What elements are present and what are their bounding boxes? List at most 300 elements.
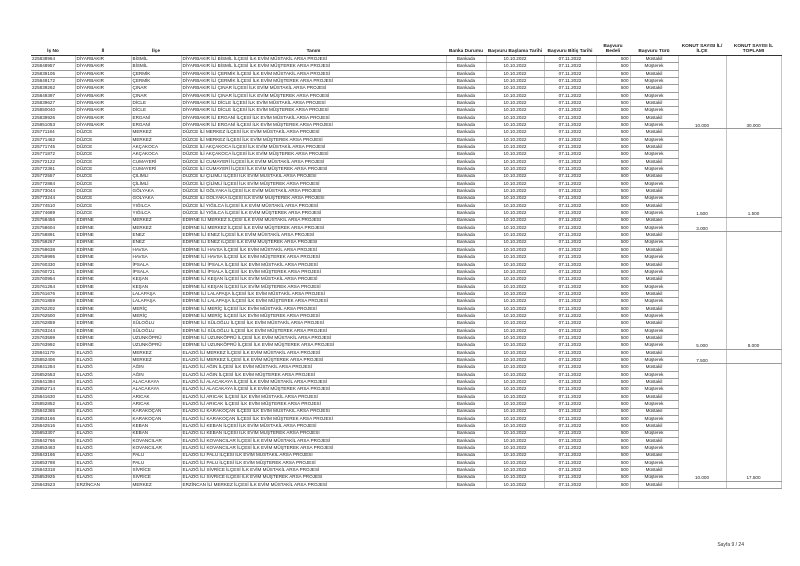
cell-basvuru-bedeli: 500 [596,232,630,239]
cell-tanim: DÜZCE İLİ MERKEZ İLÇESİ İLK EVİM MÜŞTEREK ARSA PROJESİ [181,136,446,143]
cell-basvuru-turu: Müşterek [630,342,678,349]
table-row [31,232,781,239]
konut-il-ilce-value [678,481,726,488]
table-row [31,158,781,165]
cell-is-no: 225762859 [31,320,75,327]
cell-basvuru-bedeli: 500 [596,202,630,209]
cell-basvuru-bedeli: 500 [596,291,630,298]
cell-is-no: 225843523 [31,481,75,488]
cell-il: ELAZIĞ [75,364,131,371]
cell-ilce: İPSALA [131,268,181,275]
cell-basvuru-bedeli: 500 [596,401,630,408]
cell-basvuru-turu: Müstakil [630,364,678,371]
cell-banka-durumu: Bankada [446,357,486,364]
cell-ilce: AĞIN [131,371,181,378]
cell-basvuru-baslama: 10.10.2022 [486,100,544,107]
cell-basvuru-baslama: 10.10.2022 [486,195,544,202]
cell-tanim: EDİRNE İLİ İPSALA İLÇESİ İLK EVİM MÜSTAKİL ARSA PROJESİ [181,261,446,268]
cell-tanim: EDİRNE İLİ KEŞAN İLÇESİ İLK EVİM MÜŞTEREK ARSA PROJESİ [181,283,446,290]
cell-banka-durumu: Bankada [446,379,486,386]
table-row [31,437,781,444]
konut-il-toplami-value [726,349,781,364]
cell-is-no: 225760954 [31,276,75,283]
cell-is-no: 225853463 [31,445,75,452]
cell-banka-durumu: Bankada [446,136,486,143]
cell-is-no: 225762500 [31,313,75,320]
cell-tanim: DÜZCE İLİ GÖLYAKA İLÇESİ İLK EVİM MÜSTAKİL ARSA PROJESİ [181,188,446,195]
cell-basvuru-bedeli: 500 [596,452,630,459]
cell-basvuru-bitis: 07.11.2022 [544,166,596,173]
cell-basvuru-baslama: 10.10.2022 [486,210,544,217]
cell-basvuru-bitis: 07.11.2022 [544,129,596,136]
cell-banka-durumu: Bankada [446,386,486,393]
cell-banka-durumu: Bankada [446,92,486,99]
cell-basvuru-bitis: 07.11.2022 [544,335,596,342]
cell-tanim: ELAZIĞ İLİ MERKEZ İLÇESİ İLK EVİM MÜSTAKİL ARSA PROJESİ [181,349,446,356]
konut-il-ilce-value: 10.000 [678,56,726,129]
cell-basvuru-bedeli: 500 [596,298,630,305]
cell-is-no: 225852714 [31,386,75,393]
cell-is-no: 225761676 [31,291,75,298]
cell-basvuru-turu: Müşterek [630,401,678,408]
cell-il: ELAZIĞ [75,357,131,364]
cell-basvuru-bitis: 07.11.2022 [544,430,596,437]
cell-basvuru-baslama: 10.10.2022 [486,379,544,386]
cell-ilce: UZUNKÖPRÜ [131,342,181,349]
cell-il: ELAZIĞ [75,408,131,415]
cell-is-no: 225772557 [31,173,75,180]
cell-ilce: ÇERMİK [131,78,181,85]
cell-tanim: DÜZCE İLİ YIĞILCA İLÇESİ İLK EVİM MÜŞTEREK ARSA PROJESİ [181,210,446,217]
cell-banka-durumu: Bankada [446,129,486,136]
cell-basvuru-bedeli: 500 [596,114,630,121]
cell-tanim: EDİRNE İLİ SÜLOĞLU İLÇESİ İLK EVİM MÜSTAKİL ARSA PROJESİ [181,320,446,327]
cell-banka-durumu: Bankada [446,188,486,195]
table-row [31,298,781,305]
cell-basvuru-baslama: 10.10.2022 [486,232,544,239]
cell-banka-durumu: Bankada [446,224,486,231]
table-row [31,283,781,290]
cell-banka-durumu: Bankada [446,430,486,437]
cell-basvuru-baslama: 10.10.2022 [486,114,544,121]
cell-tanim: EDİRNE İLİ HAVSA İLÇESİ İLK EVİM MÜSTAKİL ARSA PROJESİ [181,246,446,253]
cell-ilce: YIĞILCA [131,202,181,209]
cell-basvuru-turu: Müstakil [630,85,678,92]
cell-tanim: ELAZIĞ İLİ SİVRİCE İLÇESİ İLK EVİM MÜSTAKİL ARSA PROJESİ [181,467,446,474]
cell-basvuru-bitis: 07.11.2022 [544,136,596,143]
cell-is-no: 225842365 [31,408,75,415]
cell-il: EDİRNE [75,224,131,231]
cell-tanim: ERZİNCAN İLİ MERKEZ İLÇESİ İLK EVİM MÜSTAKİL ARSA PROJESİ [181,481,446,488]
cell-ilce: KARAKOÇAN [131,415,181,422]
cell-is-no: 225758891 [31,232,75,239]
cell-il: DİYARBAKIR [75,63,131,70]
cell-tanim: EDİRNE İLİ MERKEZ İLÇESİ İLK EVİM MÜŞTEREK ARSA PROJESİ [181,224,446,231]
cell-ilce: AKÇAKOCA [131,151,181,158]
cell-ilce: SÜLOĞLU [131,327,181,334]
cell-il: ELAZIĞ [75,467,131,474]
cell-banka-durumu: Bankada [446,85,486,92]
header-basvuru-bedeli: Başvuru Bedeli [596,28,630,56]
cell-basvuru-turu: Müşterek [630,268,678,275]
cell-basvuru-baslama: 10.10.2022 [486,364,544,371]
cell-tanim: DİYARBAKIR İLİ ÇINAR İLÇESİ İLK EVİM MÜSTAKİL ARSA PROJESİ [181,85,446,92]
cell-is-no: 225772122 [31,158,75,165]
cell-basvuru-turu: Müşterek [630,386,678,393]
cell-basvuru-bitis: 07.11.2022 [544,100,596,107]
konut-il-ilce-value: 10.000 [678,364,726,482]
cell-is-no: 225839105 [31,70,75,77]
cell-basvuru-baslama: 10.10.2022 [486,459,544,466]
table-row [31,320,781,327]
table-row [31,276,781,283]
cell-is-no: 225760330 [31,261,75,268]
cell-basvuru-bedeli: 500 [596,122,630,129]
cell-basvuru-baslama: 10.10.2022 [486,474,544,481]
cell-basvuru-turu: Müşterek [630,78,678,85]
cell-basvuru-turu: Müşterek [630,474,678,481]
table-row [31,129,781,136]
cell-basvuru-bitis: 07.11.2022 [544,85,596,92]
cell-ilce: KOVANCILAR [131,445,181,452]
cell-banka-durumu: Bankada [446,63,486,70]
cell-basvuru-bitis: 07.11.2022 [544,92,596,99]
cell-tanim: DİYARBAKIR İLİ DİCLE İLÇESİ İLK EVİM MÜŞTEREK ARSA PROJESİ [181,107,446,114]
cell-basvuru-baslama: 10.10.2022 [486,173,544,180]
cell-basvuru-baslama: 10.10.2022 [486,313,544,320]
cell-il: EDİRNE [75,217,131,224]
cell-basvuru-baslama: 10.10.2022 [486,78,544,85]
cell-basvuru-bitis: 07.11.2022 [544,144,596,151]
cell-basvuru-turu: Müşterek [630,92,678,99]
cell-ilce: BİSMİL [131,63,181,70]
cell-il: ELAZIĞ [75,379,131,386]
cell-basvuru-bitis: 07.11.2022 [544,188,596,195]
cell-basvuru-baslama: 10.10.2022 [486,246,544,253]
cell-basvuru-baslama: 10.10.2022 [486,122,544,129]
cell-il: EDİRNE [75,327,131,334]
cell-banka-durumu: Bankada [446,401,486,408]
cell-banka-durumu: Bankada [446,445,486,452]
table-row [31,327,781,334]
cell-basvuru-bitis: 07.11.2022 [544,56,596,63]
cell-banka-durumu: Bankada [446,342,486,349]
cell-banka-durumu: Bankada [446,474,486,481]
cell-basvuru-turu: Müstakil [630,217,678,224]
cell-basvuru-bitis: 07.11.2022 [544,474,596,481]
cell-tanim: DİYARBAKIR İLİ ÇINAR İLÇESİ İLK EVİM MÜŞTEREK ARSA PROJESİ [181,92,446,99]
cell-ilce: KEBAN [131,430,181,437]
cell-is-no: 225760721 [31,268,75,275]
cell-basvuru-bedeli: 500 [596,379,630,386]
cell-ilce: SİVRİCE [131,467,181,474]
cell-il: DÜZCE [75,173,131,180]
cell-tanim: EDİRNE İLİ MERİÇ İLÇESİ İLK EVİM MÜSTAKİL ARSA PROJESİ [181,305,446,312]
cell-banka-durumu: Bankada [446,210,486,217]
konut-il-toplami-value [726,217,781,232]
cell-basvuru-turu: Müstakil [630,246,678,253]
cell-ilce: ÇINAR [131,85,181,92]
table-row [31,100,781,107]
cell-basvuru-bedeli: 500 [596,107,630,114]
cell-ilce: İPSALA [131,261,181,268]
cell-ilce: MERKEZ [131,357,181,364]
cell-tanim: DİYARBAKIR İLİ ERGANİ İLÇESİ İLK EVİM MÜSTAKİL ARSA PROJESİ [181,114,446,121]
cell-basvuru-bedeli: 500 [596,100,630,107]
konut-il-toplami-value [726,481,781,488]
cell-basvuru-bitis: 07.11.2022 [544,239,596,246]
cell-banka-durumu: Bankada [446,327,486,334]
cell-tanim: EDİRNE İLİ MERİÇ İLÇESİ İLK EVİM MÜŞTEREK ARSA PROJESİ [181,313,446,320]
cell-is-no: 225839262 [31,85,75,92]
cell-banka-durumu: Bankada [446,232,486,239]
cell-basvuru-bitis: 07.11.2022 [544,291,596,298]
cell-basvuru-turu: Müşterek [630,180,678,187]
cell-tanim: DÜZCE İLİ CUMAYERİ İLÇESİ İLK EVİM MÜŞTEREK ARSA PROJESİ [181,166,446,173]
table-row [31,459,781,466]
table-row [31,415,781,422]
cell-basvuru-bitis: 07.11.2022 [544,408,596,415]
cell-basvuru-baslama: 10.10.2022 [486,423,544,430]
cell-banka-durumu: Bankada [446,166,486,173]
header-konut-toplam: KONUT SAYISI İL TOPLAMI [726,28,781,56]
cell-banka-durumu: Bankada [446,56,486,63]
table-row [31,63,781,70]
cell-il: EDİRNE [75,261,131,268]
cell-is-no: 225763244 [31,327,75,334]
cell-banka-durumu: Bankada [446,180,486,187]
cell-banka-durumu: Bankada [446,261,486,268]
cell-basvuru-bedeli: 500 [596,268,630,275]
cell-banka-durumu: Bankada [446,100,486,107]
cell-basvuru-bedeli: 500 [596,481,630,488]
cell-basvuru-baslama: 10.10.2022 [486,63,544,70]
table-row [31,78,781,85]
cell-basvuru-turu: Müstakil [630,379,678,386]
cell-basvuru-bitis: 07.11.2022 [544,78,596,85]
cell-ilce: KOVANCILAR [131,437,181,444]
cell-il: ELAZIĞ [75,445,131,452]
cell-tanim: DÜZCE İLİ MERKEZ İLÇESİ İLK EVİM MÜSTAKİL ARSA PROJESİ [181,129,446,136]
cell-basvuru-baslama: 10.10.2022 [486,158,544,165]
konut-il-toplami-value: 17.500 [726,364,781,482]
cell-basvuru-bitis: 07.11.2022 [544,232,596,239]
cell-basvuru-bitis: 07.11.2022 [544,246,596,253]
cell-banka-durumu: Bankada [446,291,486,298]
table-row [31,210,781,217]
cell-tanim: EDİRNE İLİ ENEZ İLÇESİ İLK EVİM MÜŞTEREK ARSA PROJESİ [181,239,446,246]
cell-banka-durumu: Bankada [446,151,486,158]
cell-basvuru-bedeli: 500 [596,239,630,246]
table-row [31,85,781,92]
cell-ilce: SİVRİCE [131,474,181,481]
cell-basvuru-baslama: 10.10.2022 [486,136,544,143]
table-row [31,114,781,121]
cell-basvuru-bitis: 07.11.2022 [544,283,596,290]
cell-is-no: 225838964 [31,56,75,63]
cell-tanim: DİYARBAKIR İLİ ÇERMİK İLÇESİ İLK EVİM MÜŞTEREK ARSA PROJESİ [181,78,446,85]
cell-basvuru-turu: Müstakil [630,158,678,165]
cell-ilce: YIĞILCA [131,210,181,217]
cell-basvuru-turu: Müşterek [630,459,678,466]
cell-basvuru-turu: Müstakil [630,232,678,239]
cell-is-no: 225852852 [31,401,75,408]
cell-il: DÜZCE [75,129,131,136]
cell-il: DİYARBAKIR [75,114,131,121]
cell-basvuru-turu: Müşterek [630,107,678,114]
cell-ilce: ALACAKAYA [131,379,181,386]
cell-basvuru-baslama: 10.10.2022 [486,320,544,327]
cell-tanim: DÜZCE İLİ ÇİLİMLİ İLÇESİ İLK EVİM MÜSTAKİL ARSA PROJESİ [181,173,446,180]
cell-il: EDİRNE [75,246,131,253]
table-row [31,452,781,459]
cell-basvuru-bedeli: 500 [596,467,630,474]
cell-il: DÜZCE [75,151,131,158]
cell-basvuru-baslama: 10.10.2022 [486,386,544,393]
cell-basvuru-bitis: 07.11.2022 [544,327,596,334]
cell-tanim: EDİRNE İLİ LALAPAŞA İLÇESİ İLK EVİM MÜŞTEREK ARSA PROJESİ [181,298,446,305]
cell-basvuru-bitis: 07.11.2022 [544,276,596,283]
table-row [31,386,781,393]
cell-il: DÜZCE [75,202,131,209]
cell-is-no: 225843166 [31,452,75,459]
cell-banka-durumu: Bankada [446,268,486,275]
cell-ilce: LALAPAŞA [131,298,181,305]
cell-is-no: 225758456 [31,217,75,224]
cell-basvuru-bedeli: 500 [596,445,630,452]
cell-il: EDİRNE [75,239,131,246]
cell-basvuru-bedeli: 500 [596,136,630,143]
table-row [31,313,781,320]
cell-il: EDİRNE [75,335,131,342]
cell-basvuru-bitis: 07.11.2022 [544,320,596,327]
table-row [31,173,781,180]
cell-basvuru-bedeli: 500 [596,224,630,231]
cell-basvuru-bitis: 07.11.2022 [544,393,596,400]
cell-ilce: GÖLYAKA [131,195,181,202]
cell-basvuru-turu: Müşterek [630,239,678,246]
cell-ilce: MERKEZ [131,224,181,231]
cell-tanim: DÜZCE İLİ ÇİLİMLİ İLÇESİ İLK EVİM MÜŞTEREK ARSA PROJESİ [181,180,446,187]
cell-basvuru-baslama: 10.10.2022 [486,335,544,342]
cell-basvuru-bedeli: 500 [596,166,630,173]
cell-banka-durumu: Bankada [446,202,486,209]
cell-banka-durumu: Bankada [446,408,486,415]
cell-basvuru-baslama: 10.10.2022 [486,415,544,422]
cell-tanim: EDİRNE İLİ ENEZ İLÇESİ İLK EVİM MÜSTAKİL ARSA PROJESİ [181,232,446,239]
cell-tanim: EDİRNE İLİ HAVSA İLÇESİ İLK EVİM MÜŞTEREK ARSA PROJESİ [181,254,446,261]
cell-tanim: EDİRNE İLİ SÜLOĞLU İLÇESİ İLK EVİM MÜŞTEREK ARSA PROJESİ [181,327,446,334]
cell-basvuru-bedeli: 500 [596,349,630,356]
cell-basvuru-turu: Müstakil [630,291,678,298]
cell-basvuru-turu: Müstakil [630,335,678,342]
table-row [31,467,781,474]
table-row [31,335,781,342]
cell-ilce: ÇİLİMLİ [131,173,181,180]
cell-ilce: MERKEZ [131,217,181,224]
cell-ilce: ENEZ [131,232,181,239]
cell-basvuru-turu: Müstakil [630,202,678,209]
cell-is-no: 225841179 [31,349,75,356]
cell-banka-durumu: Bankada [446,349,486,356]
table-row [31,349,781,356]
cell-il: ELAZIĞ [75,386,131,393]
cell-basvuru-turu: Müstakil [630,276,678,283]
cell-banka-durumu: Bankada [446,335,486,342]
cell-banka-durumu: Bankada [446,107,486,114]
cell-basvuru-bitis: 07.11.2022 [544,423,596,430]
cell-basvuru-baslama: 10.10.2022 [486,408,544,415]
cell-ilce: CUMAYERİ [131,166,181,173]
cell-banka-durumu: Bankada [446,298,486,305]
cell-basvuru-bitis: 07.11.2022 [544,364,596,371]
cell-basvuru-bitis: 07.11.2022 [544,349,596,356]
cell-basvuru-bedeli: 500 [596,158,630,165]
cell-tanim: DÜZCE İLİ YIĞILCA İLÇESİ İLK EVİM MÜSTAKİL ARSA PROJESİ [181,202,446,209]
cell-basvuru-turu: Müstakil [630,467,678,474]
cell-tanim: ELAZIĞ İLİ KOVANCILAR İLÇESİ İLK EVİM MÜŞTEREK ARSA PROJESİ [181,445,446,452]
cell-il: EDİRNE [75,254,131,261]
cell-basvuru-turu: Müstakil [630,144,678,151]
cell-banka-durumu: Bankada [446,459,486,466]
cell-basvuru-baslama: 10.10.2022 [486,393,544,400]
cell-basvuru-bedeli: 500 [596,78,630,85]
konut-il-toplami-value: 30.000 [726,56,781,129]
cell-basvuru-bitis: 07.11.2022 [544,481,596,488]
cell-tanim: ELAZIĞ İLİ PALU İLÇESİ İLK EVİM MÜSTAKİL ARSA PROJESİ [181,452,446,459]
cell-ilce: MERKEZ [131,349,181,356]
cell-basvuru-baslama: 10.10.2022 [486,357,544,364]
cell-basvuru-baslama: 10.10.2022 [486,481,544,488]
cell-basvuru-baslama: 10.10.2022 [486,291,544,298]
cell-basvuru-turu: Müstakil [630,305,678,312]
cell-tanim: ELAZIĞ İLİ AĞIN İLÇESİ İLK EVİM MÜŞTEREK ARSA PROJESİ [181,371,446,378]
cell-is-no: 225843318 [31,467,75,474]
cell-basvuru-turu: Müşterek [630,313,678,320]
cell-is-no: 225771745 [31,144,75,151]
cell-basvuru-bitis: 07.11.2022 [544,459,596,466]
cell-ilce: HAVSA [131,254,181,261]
cell-banka-durumu: Bankada [446,254,486,261]
cell-banka-durumu: Bankada [446,70,486,77]
cell-basvuru-turu: Müşterek [630,136,678,143]
table-header-row [31,28,781,56]
cell-ilce: ENEZ [131,239,181,246]
table-row [31,144,781,151]
cell-basvuru-baslama: 10.10.2022 [486,129,544,136]
cell-is-no: 225771184 [31,129,75,136]
cell-basvuru-baslama: 10.10.2022 [486,452,544,459]
cell-is-no: 225842516 [31,423,75,430]
cell-basvuru-bedeli: 500 [596,92,630,99]
cell-basvuru-bitis: 07.11.2022 [544,158,596,165]
cell-il: ELAZIĞ [75,401,131,408]
cell-tanim: ELAZIĞ İLİ ALACAKAYA İLÇESİ İLK EVİM MÜŞTEREK ARSA PROJESİ [181,386,446,393]
cell-banka-durumu: Bankada [446,195,486,202]
konut-il-ilce-value: 5.000 [678,232,726,350]
cell-is-no: 225853307 [31,430,75,437]
cell-banka-durumu: Bankada [446,371,486,378]
cell-il: EDİRNE [75,268,131,275]
cell-basvuru-turu: Müşterek [630,415,678,422]
cell-basvuru-baslama: 10.10.2022 [486,467,544,474]
cell-il: EDİRNE [75,291,131,298]
cell-basvuru-baslama: 10.10.2022 [486,202,544,209]
cell-basvuru-bedeli: 500 [596,151,630,158]
cell-banka-durumu: Bankada [446,246,486,253]
cell-tanim: EDİRNE İLİ UZUNKÖPRÜ İLÇESİ İLK EVİM MÜŞTEREK ARSA PROJESİ [181,342,446,349]
cell-tanim: ELAZIĞ İLİ ALACAKAYA İLÇESİ İLK EVİM MÜSTAKİL ARSA PROJESİ [181,379,446,386]
